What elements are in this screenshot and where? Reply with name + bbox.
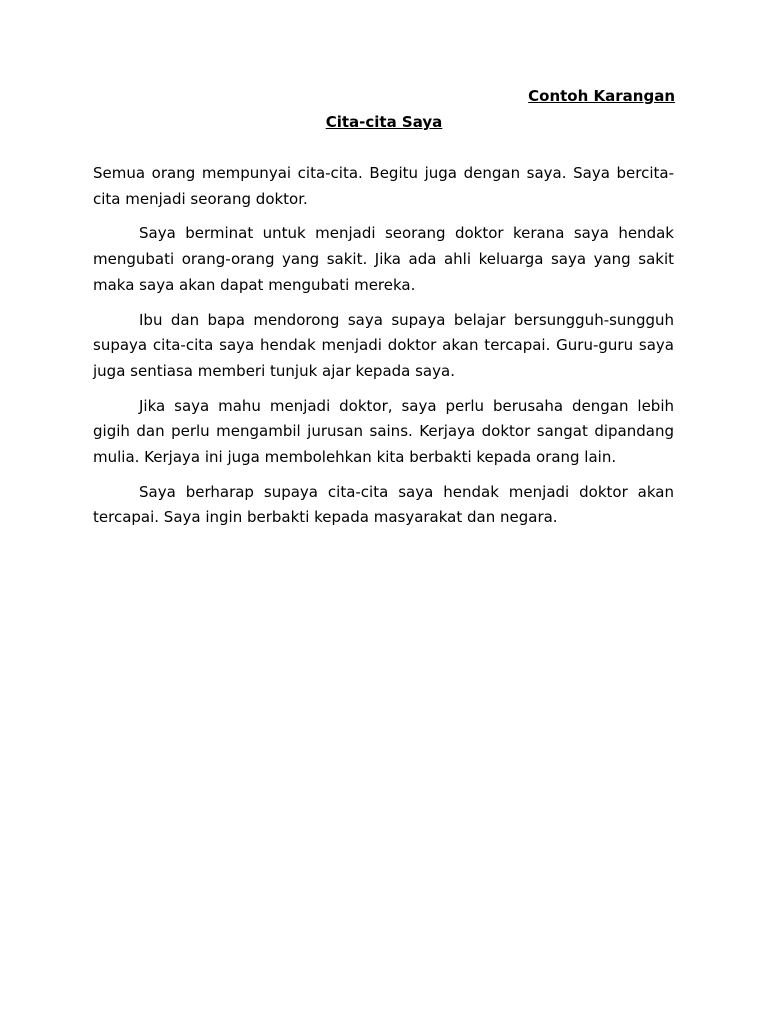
paragraph-3: Ibu dan bapa mendorong saya supaya belajar bersungguh-sungguh supaya cita-cita saya hendak menjadi doktor akan tercapai. Guru-guru saya juga sentiasa memberi tunjuk ajar kepada saya. <box>93 310 674 380</box>
paragraph-5: Saya berharap supaya cita-cita saya hendak menjadi doktor akan tercapai. Saya ingin berbakti kepada masyarakat dan negara. <box>93 482 674 527</box>
document-title: Cita-cita Saya <box>325 113 443 131</box>
paragraph-1: Semua orang mempunyai cita-cita. Begitu juga dengan saya. Saya bercita-cita menjadi seorang doktor. <box>93 164 674 208</box>
paragraph-2: Saya berminat untuk menjadi seorang doktor kerana saya hendak mengubati orang-orang yang sakit. Jika ada ahli keluarga saya yang sakit maka saya akan dapat mengubati mereka. <box>93 224 674 294</box>
essay-body <box>93 161 674 540</box>
document-label: Contoh Karangan <box>528 87 675 105</box>
paragraph-4: Jika saya mahu menjadi doktor, saya perlu berusaha dengan lebih gigih dan perlu mengambil jurusan sains. Kerjaya doktor sangat dipandang mulia. Kerjaya ini juga membolehkan kita berbakti kepada orang lain. <box>93 396 674 467</box>
